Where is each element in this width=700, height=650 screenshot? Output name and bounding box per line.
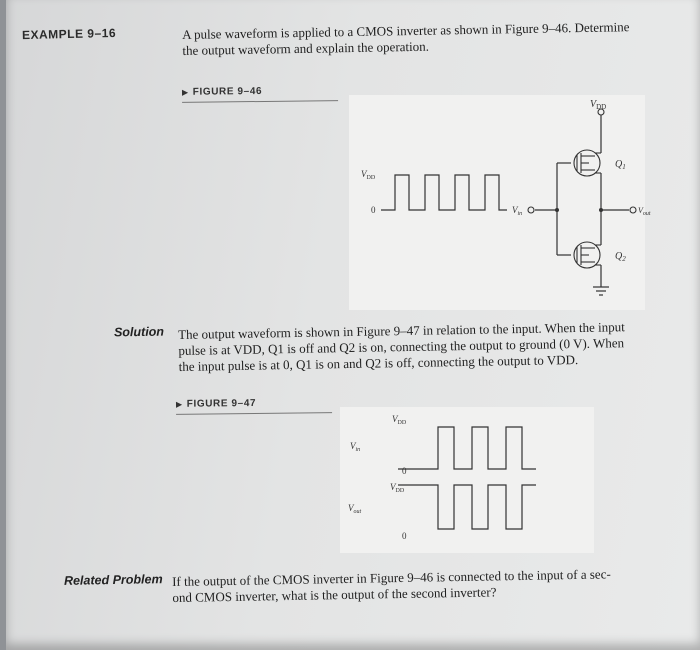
related-problem-line-1: If the output of the CMOS inverter in Figure 9–46 is connected to the input of a sec- <box>172 566 611 589</box>
input-pulse-train <box>381 175 507 210</box>
solution-text-line-1: The output waveform is shown in Figure 9–47 in relation to the input. When the input <box>178 319 625 342</box>
input-junction <box>555 208 559 212</box>
q1-label: $Q_1$ <box>615 159 626 171</box>
vout-terminal <box>630 207 636 213</box>
figure-9-46 <box>349 95 651 310</box>
triangle-bullet-icon: ▶ <box>181 87 189 97</box>
fig2-zero-2-label: 0 <box>402 531 407 541</box>
vin-waveform <box>398 427 536 469</box>
vin-label: $V_{in}$ <box>512 205 523 217</box>
related-problem-text <box>172 565 662 606</box>
figure-9-47-label-text: FIGURE 9–47 <box>186 397 257 410</box>
triangle-bullet-icon: ▶ <box>175 399 183 409</box>
textbook-page <box>6 0 700 650</box>
figure-9-47-label <box>176 397 332 415</box>
vdd-top-label: $V_{DD}$ <box>590 99 607 111</box>
solution-text-line-3: the input pulse is at 0, Q1 is on and Q2 is off, connecting the output to VDD. <box>178 352 579 374</box>
vout-label: $V_{out}$ <box>638 206 651 217</box>
fig2-vdd-out-label: $V_{DD}$ <box>390 482 405 494</box>
related-problem-label: Related Problem <box>63 572 163 588</box>
example-text-line-1: A pulse waveform is applied to a CMOS inverter as shown in Figure 9–46. Determine <box>182 19 630 42</box>
solution-label: Solution <box>113 324 165 340</box>
cmos-inverter-diagram <box>349 95 651 310</box>
related-problem-line-2: ond CMOS inverter, what is the output of the second inverter? <box>172 584 497 605</box>
vout-waveform <box>398 485 536 529</box>
example-text-line-2: the output waveform and explain the operation. <box>182 38 430 58</box>
vin-terminal <box>528 207 534 213</box>
example-label: EXAMPLE 9–16 <box>21 25 117 43</box>
fig2-vin-label: $V_{in}$ <box>350 441 361 453</box>
q1-transistor <box>574 150 601 176</box>
waveform-diagram <box>340 407 594 553</box>
figure-9-46-label <box>182 85 338 103</box>
example-text <box>182 19 662 59</box>
fig2-vout-label: $V_{out}$ <box>348 503 362 515</box>
solution-text-line-2: pulse is at VDD, Q1 is off and Q2 is on, connecting the output to ground (0 V). When <box>178 335 625 358</box>
input-low-label: 0 <box>371 205 376 215</box>
fig2-zero-1-label: 0 <box>402 466 407 476</box>
input-high-label: $V_{DD}$ <box>361 169 376 181</box>
figure-9-46-label-text: FIGURE 9–46 <box>192 85 263 98</box>
figure-9-47 <box>340 407 594 553</box>
fig2-vdd-high-label: $V_{DD}$ <box>392 414 407 426</box>
q2-label: $Q_2$ <box>615 251 626 263</box>
output-junction <box>599 208 603 212</box>
solution-text <box>178 319 659 375</box>
q2-transistor <box>574 242 601 268</box>
